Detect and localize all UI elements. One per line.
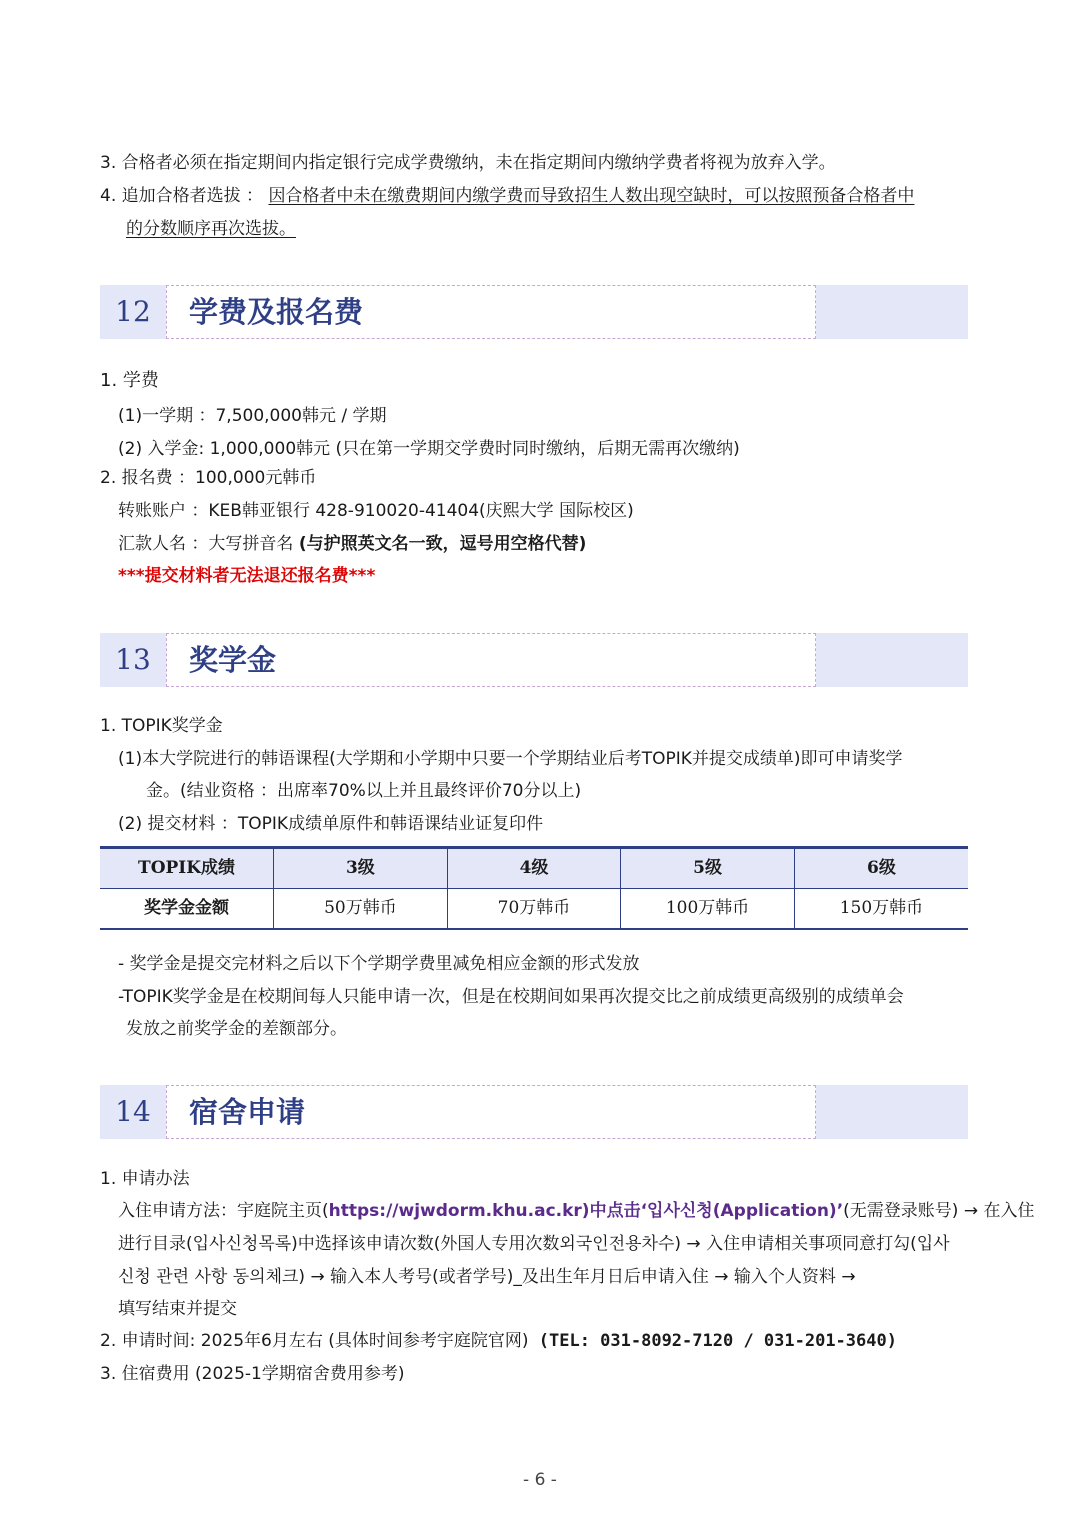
admission-item-4 bbox=[100, 186, 914, 206]
dorm-application-time bbox=[100, 1331, 897, 1351]
admission-item-3: 3. 合格者必须在指定期间内指定银行完成学费缴纳，未在指定期间内缴纳学费者将视为放弃入学。 bbox=[100, 153, 836, 173]
remitter-name-label: 汇款人名 ：大写拼音名 bbox=[118, 534, 299, 554]
dorm-application-link: ‘입사신청(Application)’ bbox=[640, 1201, 844, 1221]
section-header-13 bbox=[100, 633, 968, 687]
table-cell: 50万韩币 bbox=[274, 889, 448, 930]
scholarship-rule-1-continued: 金。(结业资格 ：出席率70%以上并且最终评价70分以上) bbox=[146, 781, 582, 801]
section-header-14 bbox=[100, 1085, 968, 1139]
section-title-box bbox=[166, 633, 816, 687]
admission-item-4-continued: 的分数顺序再次选拔。 bbox=[126, 219, 296, 239]
table-cell: 奖学金金额 bbox=[100, 889, 274, 930]
scholarship-note-2-continued: 发放之前奖学金的差额部分。 bbox=[126, 1019, 347, 1039]
table-header-cell: 6级 bbox=[794, 848, 968, 889]
table-cell: 150万韩币 bbox=[794, 889, 968, 930]
dorm-time-text: 2. 申请时间: 2025年6月左右 (具体时间参考宇庭院官网) bbox=[100, 1331, 529, 1351]
dorm-method-prefix: 入住申请方法：宇庭院主页( bbox=[118, 1201, 329, 1221]
section-title: 学费及报名费 bbox=[189, 295, 364, 329]
table-header-row bbox=[100, 848, 968, 889]
page-number: - 6 - bbox=[523, 1470, 557, 1490]
dorm-tel: (TEL: 031-8092-7120 / 031-201-3640) bbox=[528, 1331, 897, 1351]
section-title: 宿舍申请 bbox=[189, 1095, 306, 1129]
remitter-name-note: (与护照英文名一致，逗号用空格代替) bbox=[298, 534, 587, 554]
table-cell: 100万韩币 bbox=[621, 889, 795, 930]
section-number: 13 bbox=[115, 643, 151, 676]
tuition-heading: 1. 学费 bbox=[100, 370, 159, 391]
application-fee-heading: 2. 报名费 ：100,000元韩币 bbox=[100, 468, 317, 488]
dorm-method-line-2: 进行目录(입사신청목록)中选择该申请次数(外国人专用次数외국인전용차수) → 入住申请相关事项同意打勾(입사 bbox=[118, 1234, 950, 1254]
section-title-box bbox=[166, 285, 816, 339]
table-header-cell: 5级 bbox=[621, 848, 795, 889]
scholarship-heading: 1. TOPIK奖学金 bbox=[100, 716, 223, 736]
section-header-12 bbox=[100, 285, 968, 339]
dorm-method-suffix: (无需登录账号) → 在入住 bbox=[843, 1201, 1035, 1221]
dorm-method-line-3: 신청 관련 사항 동의체크) → 输入本人考号(或者学号)_及出生年月日后申请入住 → 输入个人资料 → bbox=[118, 1267, 856, 1287]
table-row bbox=[100, 889, 968, 930]
dorm-method-line-1 bbox=[118, 1201, 1034, 1221]
transfer-account: 转账账户 ：KEB韩亚银行 428-910020-41404(庆熙大学 国际校区) bbox=[118, 501, 634, 521]
table-header-cell: 4级 bbox=[447, 848, 621, 889]
scholarship-documents: (2) 提交材料 ：TOPIK成绩单原件和韩语课结业证复印件 bbox=[118, 814, 544, 834]
scholarship-note-2: -TOPIK奖学金是在校期间每人只能申请一次，但是在校期间如果再次提交比之前成绩更高级别的成绩单会 bbox=[118, 987, 904, 1007]
admission-item-4-text: 因合格者中未在缴费期间内缴学费而导致招生人数出现空缺时，可以按照预备合格者中 bbox=[268, 186, 915, 206]
scholarship-note-1: - 奖学金是提交完材料之后以下个学期学费里减免相应金额的形式发放 bbox=[118, 954, 640, 974]
section-number: 14 bbox=[115, 1095, 151, 1128]
dorm-url: https://wjwdorm.khu.ac.kr)中点击 bbox=[328, 1201, 641, 1221]
dorm-method-heading: 1. 申请办法 bbox=[100, 1169, 190, 1189]
refund-warning: ***提交材料者无法退还报名费*** bbox=[118, 566, 376, 586]
table-cell: 70万韩币 bbox=[447, 889, 621, 930]
section-title: 奖学金 bbox=[189, 643, 277, 677]
dorm-fee-heading: 3. 住宿费用 (2025-1学期宿舍费用参考) bbox=[100, 1364, 405, 1384]
remitter-name bbox=[118, 534, 586, 554]
admission-item-4-label: 4. 追加合格者选拔 ： bbox=[100, 186, 264, 206]
tuition-semester: (1)一学期 ：7,500,000韩元 / 学期 bbox=[118, 406, 387, 426]
scholarship-rule-1: (1)本大学院进行的韩语课程(大学期和小学期中只要一个学期结业后考TOPIK并提交成绩单)即可申请奖学 bbox=[118, 749, 903, 769]
table-header-cell: 3级 bbox=[274, 848, 448, 889]
tuition-entrance-fee: (2) 入学金: 1,000,000韩元 (只在第一学期交学费时同时缴纳，后期无需再次缴纳) bbox=[118, 439, 740, 459]
section-number: 12 bbox=[115, 295, 151, 328]
section-title-box bbox=[166, 1085, 816, 1139]
table-header-cell: TOPIK成绩 bbox=[100, 848, 274, 889]
dorm-method-line-4: 填写结束并提交 bbox=[118, 1299, 237, 1319]
scholarship-table bbox=[100, 846, 968, 930]
